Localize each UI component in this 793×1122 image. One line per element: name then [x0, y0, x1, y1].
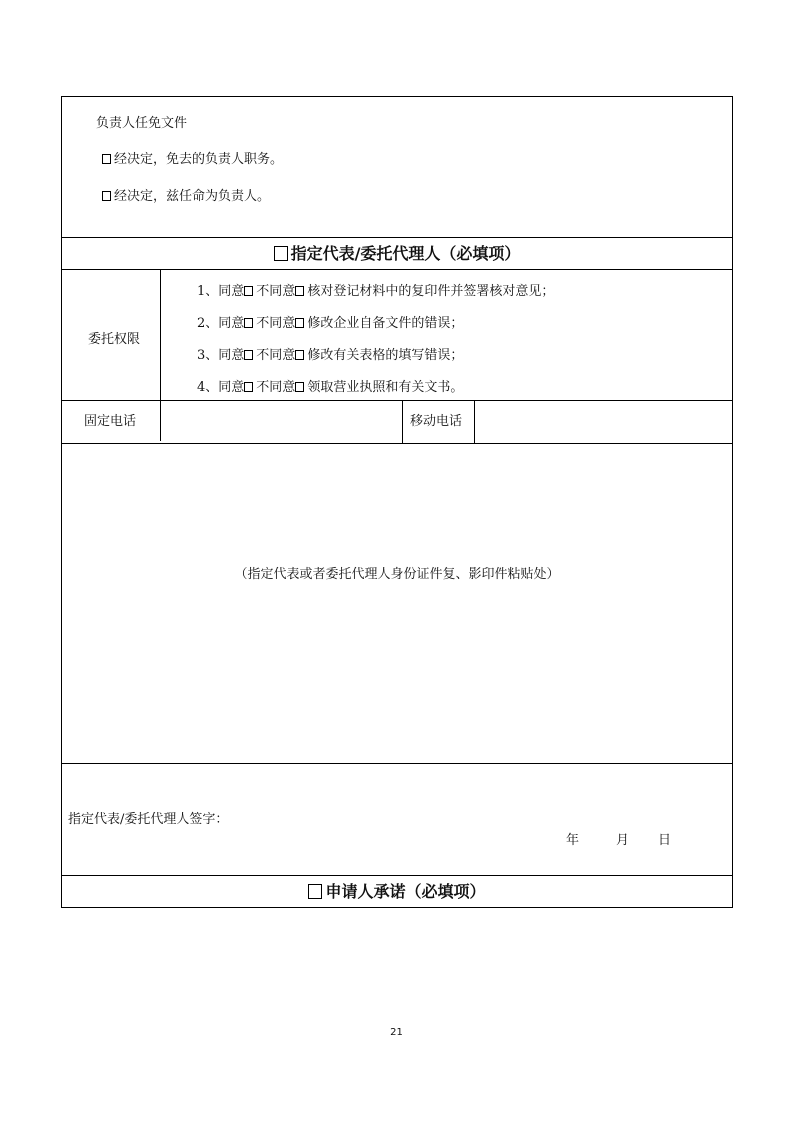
appointment-heading: 负责人任免文件 — [96, 116, 188, 131]
disagree-checkbox[interactable] — [295, 382, 304, 392]
divider — [62, 400, 732, 401]
column-divider — [160, 269, 161, 441]
agree-checkbox[interactable] — [244, 350, 253, 360]
agree-checkbox[interactable] — [244, 318, 253, 328]
disagree-checkbox[interactable] — [295, 350, 304, 360]
applicant-section-checkbox[interactable] — [308, 884, 322, 899]
agree-checkbox[interactable] — [244, 382, 253, 392]
divider — [62, 237, 732, 238]
authority-item: 4、同意 不同意 领取营业执照和有关文书。 — [197, 380, 464, 395]
authority-item: 1、同意 不同意 核对登记材料中的复印件并签署核对意见； — [197, 284, 555, 299]
divider — [62, 269, 732, 270]
disagree-checkbox[interactable] — [295, 286, 304, 296]
representative-section-title: 指定代表/委托代理人（必填项） — [62, 244, 732, 264]
fixed-phone-label: 固定电话 — [84, 414, 137, 429]
page-number: 21 — [390, 1027, 403, 1038]
applicant-section-title: 申请人承诺（必填项） — [62, 882, 732, 902]
appointment-appoint-line: 经决定，兹任命为负责人。 — [102, 189, 270, 205]
representative-section-checkbox[interactable] — [274, 246, 288, 261]
registration-form-table — [61, 96, 733, 908]
appoint-checkbox[interactable] — [102, 191, 111, 201]
dismiss-checkbox[interactable] — [102, 154, 111, 164]
appointment-dismiss-line: 经决定，免去的负责人职务。 — [102, 152, 283, 168]
authority-item: 2、同意 不同意 修改企业自备文件的错误； — [197, 316, 464, 331]
signature-label: 指定代表/委托代理人签字： — [68, 812, 229, 827]
column-divider — [402, 400, 403, 443]
authority-item: 3、同意 不同意 修改有关表格的填写错误； — [197, 348, 464, 363]
authority-label: 委托权限 — [88, 332, 141, 347]
divider — [62, 763, 732, 764]
id-paste-area-note: （指定代表或者委托代理人身份证件复、影印件粘贴处） — [234, 567, 560, 582]
date-year-label: 年 — [566, 833, 580, 848]
date-month-label: 月 — [616, 833, 630, 848]
divider — [62, 443, 732, 444]
date-day-label: 日 — [658, 833, 672, 848]
mobile-phone-label: 移动电话 — [410, 414, 463, 429]
divider — [62, 875, 732, 876]
agree-checkbox[interactable] — [244, 286, 253, 296]
disagree-checkbox[interactable] — [295, 318, 304, 328]
column-divider — [474, 400, 475, 443]
